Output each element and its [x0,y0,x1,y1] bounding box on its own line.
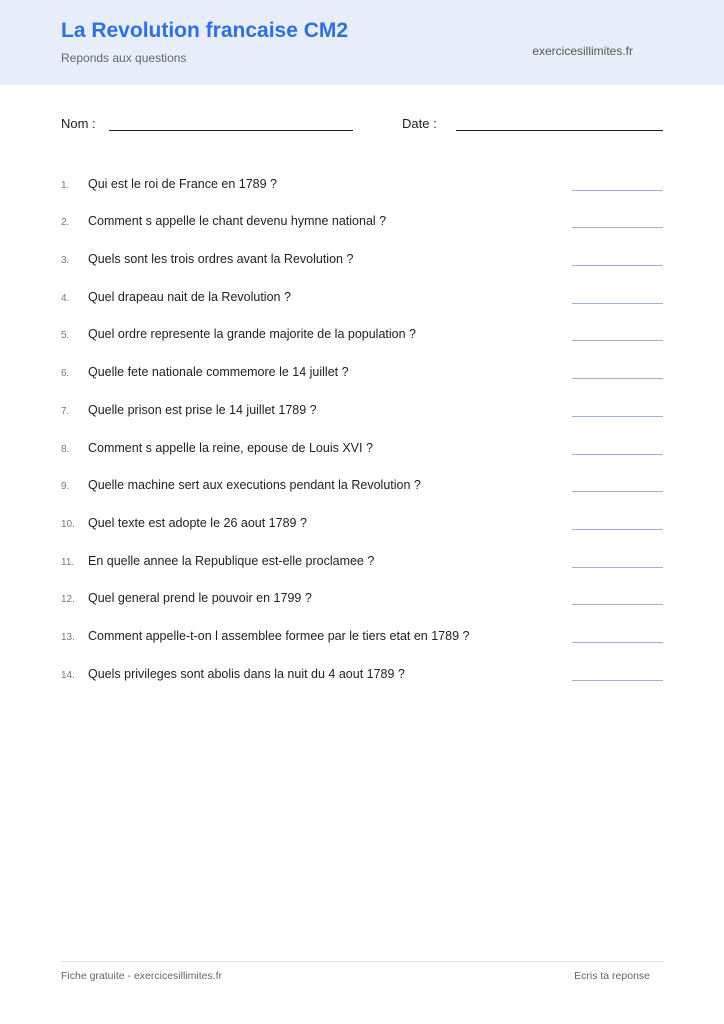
question-text: Quelle fete nationale commemore le 14 juillet ? [88,365,349,379]
question-item [0,251,724,271]
question-text: Quels sont les trois ordres avant la Revolution ? [88,252,354,266]
question-number: 13. [61,632,75,643]
question-text: Qui est le roi de France en 1789 ? [88,177,278,191]
answer-line[interactable] [572,567,663,568]
footer-instruction: Ecris ta reponse [574,970,650,982]
answer-line[interactable] [572,642,663,643]
question-text: Quel general prend le pouvoir en 1799 ? [88,591,312,605]
question-item [0,326,724,346]
answer-line[interactable] [572,378,663,379]
question-item [0,515,724,535]
question-text: Comment appelle-t-on l assemblee formee par le tiers etat en 1789 ? [88,629,470,643]
question-item [0,590,724,610]
date-field-line[interactable] [456,130,663,131]
name-label: Nom : [61,116,96,131]
answer-line[interactable] [572,265,663,266]
site-name: exercicesillimites.fr [532,44,633,58]
question-item [0,553,724,573]
answer-line[interactable] [572,227,663,228]
answer-line[interactable] [572,491,663,492]
question-number: 11. [61,557,75,568]
question-number: 1. [61,180,70,191]
question-text: Comment s appelle la reine, epouse de Louis XVI ? [88,441,373,455]
question-text: Quels privileges sont abolis dans la nuit du 4 aout 1789 ? [88,667,405,681]
page-title: La Revolution francaise CM2 [61,19,349,42]
footer-divider [61,961,663,962]
question-item [0,213,724,233]
question-number: 9. [61,481,70,492]
question-number: 6. [61,368,70,379]
question-text: En quelle annee la Republique est-elle proclamee ? [88,554,375,568]
question-item [0,364,724,384]
question-item [0,477,724,497]
question-item [0,402,724,422]
question-number: 7. [61,406,70,417]
question-number: 4. [61,293,70,304]
answer-line[interactable] [572,604,663,605]
date-label: Date : [402,116,437,131]
question-number: 10. [61,519,75,530]
question-number: 14. [61,670,75,681]
question-text: Quelle prison est prise le 14 juillet 1789 ? [88,403,317,417]
question-number: 8. [61,444,70,455]
question-item [0,440,724,460]
question-text: Quelle machine sert aux executions pendant la Revolution ? [88,478,421,492]
question-item [0,176,724,196]
question-number: 5. [61,330,70,341]
answer-line[interactable] [572,303,663,304]
header-band [0,0,724,85]
answer-line[interactable] [572,190,663,191]
answer-line[interactable] [572,416,663,417]
question-number: 3. [61,255,70,266]
question-number: 12. [61,594,75,605]
question-text: Comment s appelle le chant devenu hymne national ? [88,214,387,228]
question-item [0,628,724,648]
question-item [0,289,724,309]
question-item [0,666,724,686]
footer-source: Fiche gratuite - exercicesillimites.fr [61,970,223,982]
question-text: Quel texte est adopte le 26 aout 1789 ? [88,516,307,530]
question-text: Quel drapeau nait de la Revolution ? [88,290,291,304]
page-subtitle: Reponds aux questions [61,51,187,65]
answer-line[interactable] [572,529,663,530]
name-field-line[interactable] [109,130,353,131]
answer-line[interactable] [572,680,663,681]
answer-line[interactable] [572,454,663,455]
question-number: 2. [61,217,70,228]
question-text: Quel ordre represente la grande majorite de la population ? [88,327,416,341]
answer-line[interactable] [572,340,663,341]
